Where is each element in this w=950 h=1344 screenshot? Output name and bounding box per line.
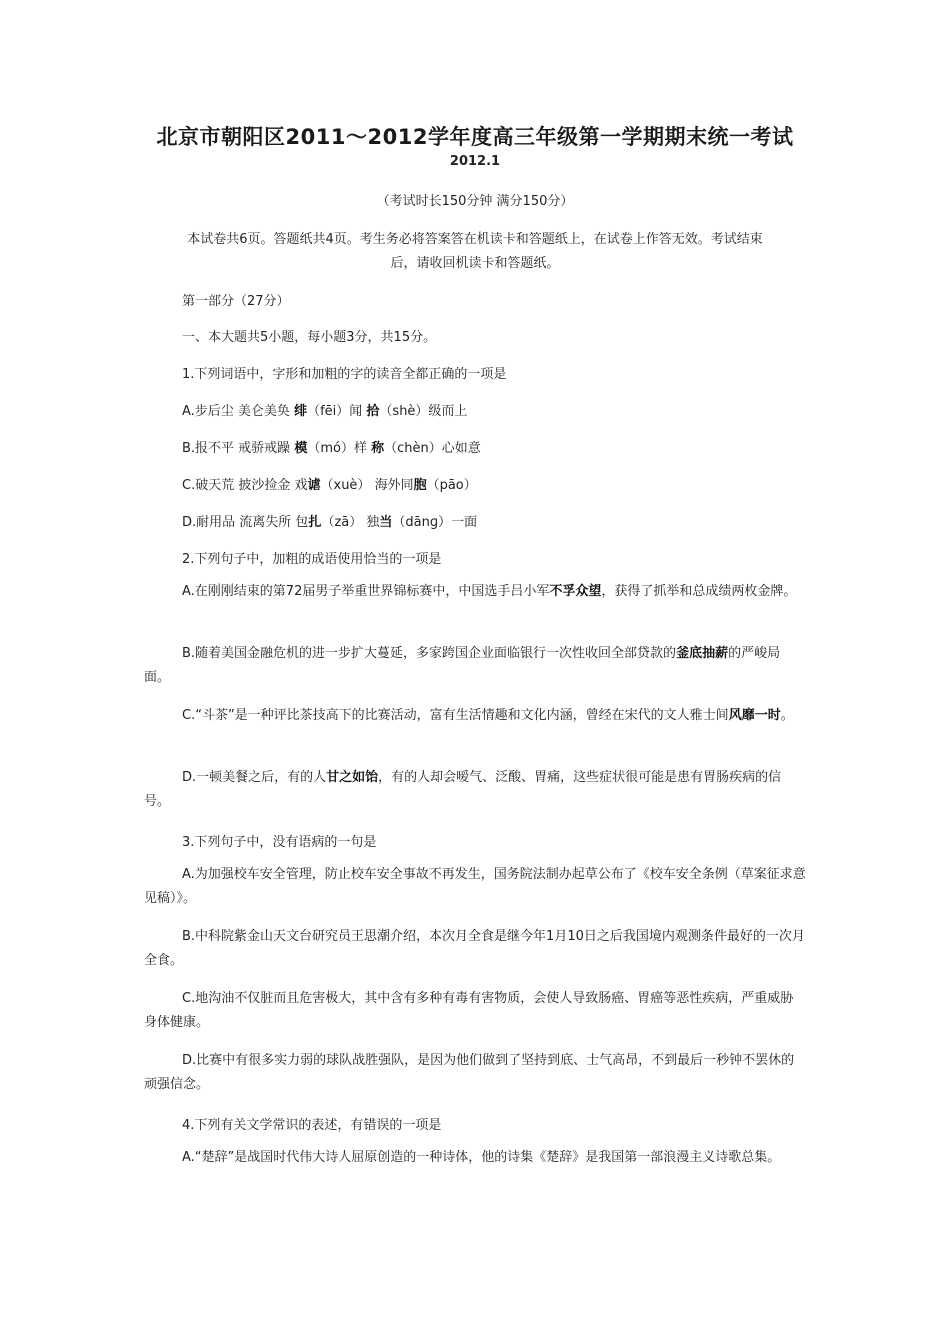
- q2-option-c: C.“斗茶”是一种评比茶技高下的比赛活动，富有生活情趣和文化内涵，曾经在宋代的文人雅士间风靡一时。: [182, 708, 794, 723]
- q1-stem: 1.下列词语中，字形和加粗的字的读音全都正确的一项是: [182, 367, 507, 382]
- q4-option-a: A.“楚辞”是战国时代伟大诗人屈原创造的一种诗体，他的诗集《楚辞》是我国第一部浪漫主义诗歌总集。: [182, 1150, 781, 1165]
- q2-option-a: A.在刚刚结束的第72届男子举重世界锦标赛中，中国选手吕小军不孚众望，获得了抓举和总成绩两枚金牌。: [182, 584, 797, 599]
- part-heading: 第一部分（27分）: [182, 294, 290, 309]
- q1-option-d: D.耐用品 流离失所 包扎（zā） 独当（dānɡ）一面: [182, 515, 478, 530]
- q1-option-b: B.报不平 戒骄戒躁 模（mó）样 称（chèn）心如意: [182, 441, 481, 456]
- q3-stem: 3.下列句子中，没有语病的一句是: [182, 835, 377, 850]
- q3-option-d: D.比赛中有很多实力弱的球队战胜强队，是因为他们做到了坚持到底、士气高昂，不到最后一秒钟不罢休的顽强信念。: [144, 1053, 795, 1092]
- exam-title: 北京市朝阳区2011～2012学年度高三年级第一学期期末统一考试: [156, 125, 794, 149]
- exam-date: 2012.1: [449, 154, 501, 169]
- notice-line-2: 后，请收回机读卡和答题纸。: [390, 256, 560, 271]
- notice-line-1: 本试卷共6页。答题纸共4页。考生务必将答案答在机读卡和答题纸上，在试卷上作答无效。考试结束: [187, 232, 763, 247]
- q3-option-a: A.为加强校车安全管理，防止校车安全事故不再发生，国务院法制办起草公布了《校车安全条例（草案征求意见稿）》。: [144, 867, 806, 906]
- q3-option-b: B.中科院紫金山天文台研究员王思潮介绍，本次月全食是继今年1月10日之后我国境内观测条件最好的一次月全食。: [144, 929, 805, 968]
- q1-option-a: A.步后尘 美仑美奂 绯（fēi）闻 拾（shè）级而上: [182, 404, 468, 419]
- q2-option-d: D.一顿美餐之后，有的人甘之如饴，有的人却会嗳气、泛酸、胃痛，这些症状很可能是患有胃肠疾病的信号。: [144, 770, 782, 809]
- exam-info: （考试时长150分钟 满分150分）: [376, 194, 574, 209]
- q3-option-c: C.地沟油不仅脏而且危害极大，其中含有多种有毒有害物质，会使人导致肠癌、胃癌等恶性疾病，严重威胁身体健康。: [144, 991, 794, 1030]
- q2-stem: 2.下列句子中，加粗的成语使用恰当的一项是: [182, 552, 442, 567]
- section-heading: 一、本大题共5小题，每小题3分，共15分。: [182, 330, 437, 345]
- q4-stem: 4.下列有关文学常识的表述，有错误的一项是: [182, 1118, 442, 1133]
- q1-option-c: C.破天荒 披沙捡金 戏谑（xuè） 海外同胞（pāo）: [182, 478, 477, 493]
- q2-option-b: B.随着美国金融危机的进一步扩大蔓延，多家跨国企业面临银行一次性收回全部贷款的釜底抽薪的严峻局面。: [144, 646, 781, 685]
